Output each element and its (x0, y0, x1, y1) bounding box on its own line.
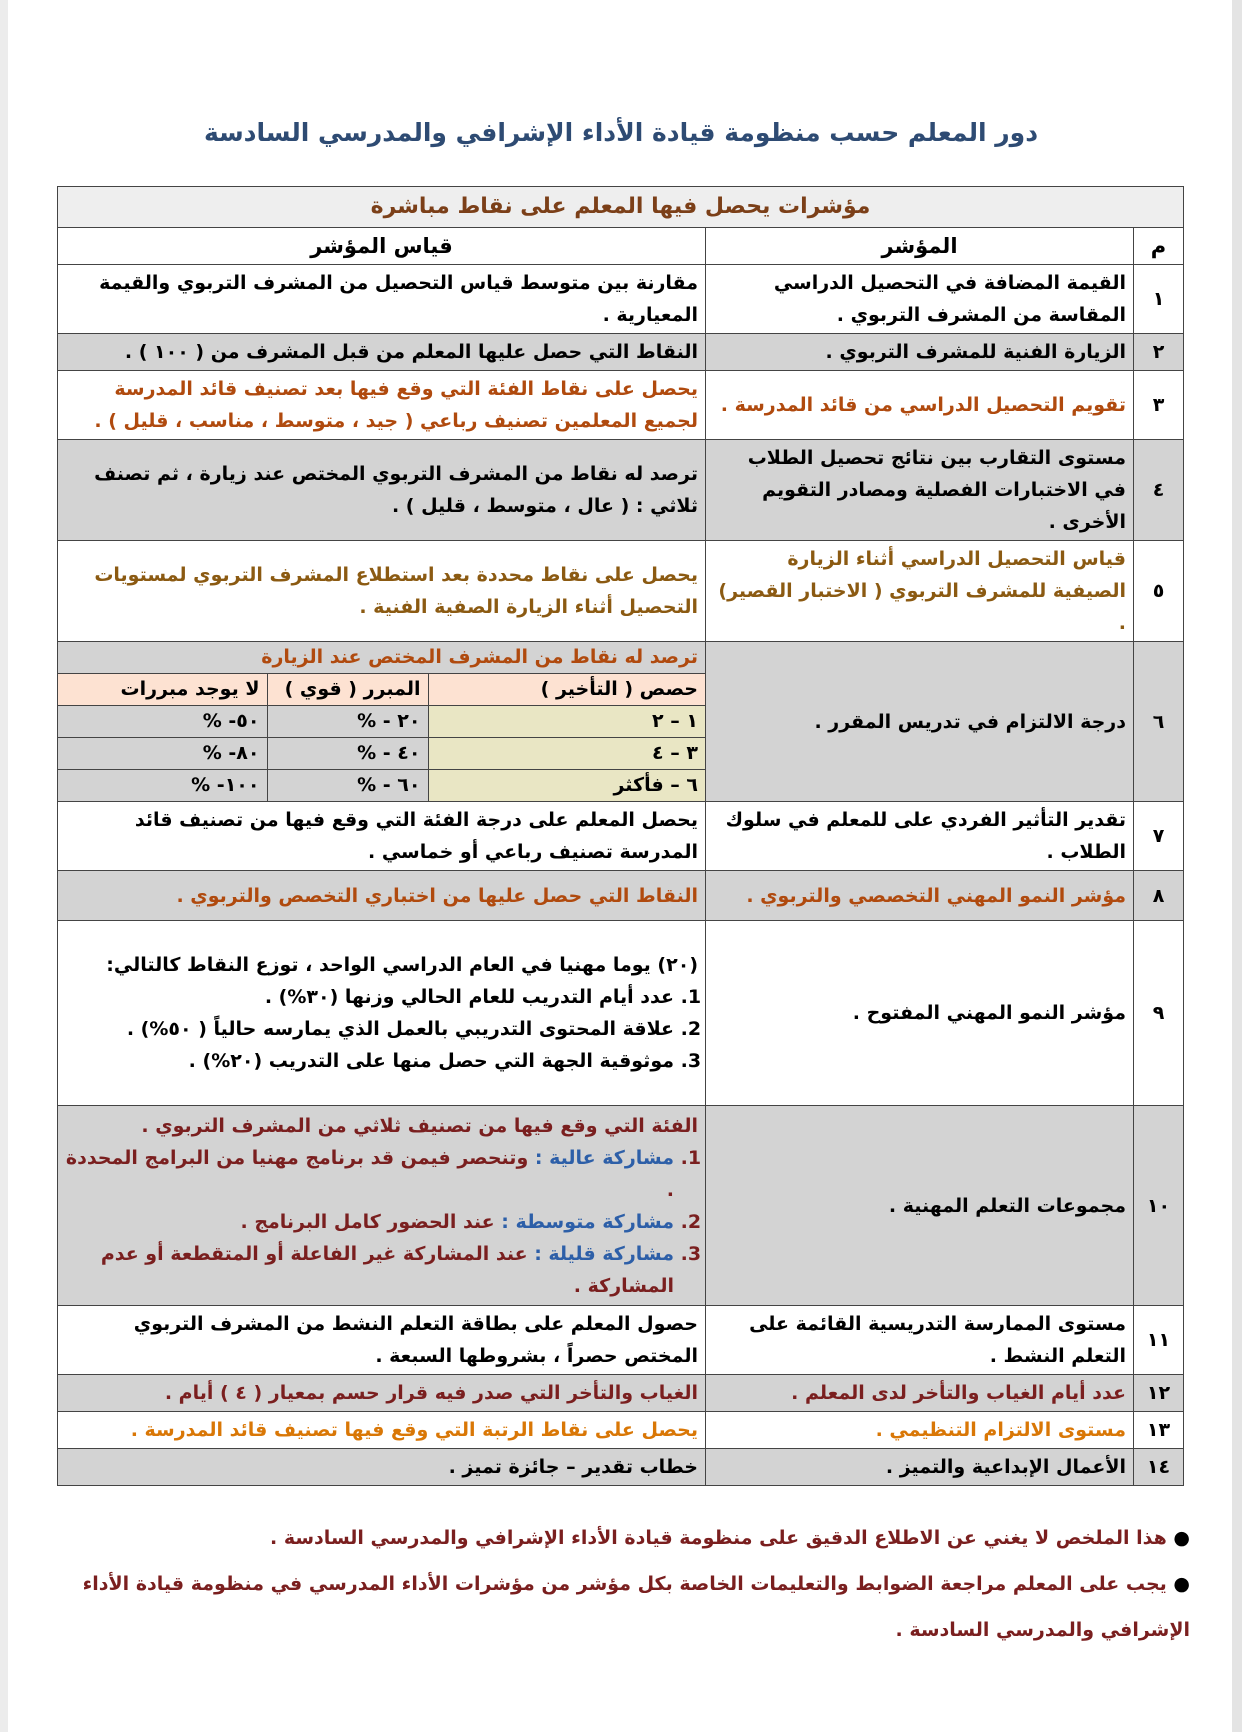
delay-cell-sessions: ٣ – ٤ (428, 738, 705, 770)
row-measure: يحصل على نقاط الرتبة التي وقع فيها تصنيف قائد المدرسة . (58, 1412, 706, 1449)
delay-cell-unjustified: ٥٠- % (57, 706, 267, 738)
page-title: دور المعلم حسب منظومة قيادة الأداء الإشرافي والمدرسي السادسة (203, 118, 1039, 147)
row-num: ٨ (1134, 871, 1184, 921)
table-row (58, 1375, 1184, 1412)
table-row (58, 642, 1184, 802)
note-text: يجب على المعلم مراجعة الضوابط والتعليمات الخاصة بكل مؤشر من مؤشرات الأداء المدرسي في منظومة قيادة الأداء الإشرافي والمدرسي السادسة . (82, 1573, 1190, 1641)
note-text: هذا الملخص لا يغني عن الاطلاع الدقيق على منظومة قيادة الأداء الإشرافي والمدرسي السادسة . (270, 1527, 1167, 1549)
row-indicator: مجموعات التعلم المهنية . (706, 1106, 1134, 1306)
table-row (58, 440, 1184, 541)
row-measure: ترصد له نقاط من المشرف التربوي المختص عند زيارة ، ثم تصنف ثلاثي : ( عال ، متوسط ، قليل ) . (58, 440, 706, 541)
row-measure: النقاط التي حصل عليها من اختباري التخصص والتربوي . (58, 871, 706, 921)
participation-label: مشاركة قليلة : (534, 1242, 674, 1265)
row-measure: حصول المعلم على بطاقة التعلم النشط من المشرف التربوي المختص حصراً ، بشروطها السبعة . (58, 1306, 706, 1375)
table-row (58, 1449, 1184, 1486)
row-measure: يحصل المعلم على درجة الفئة التي وقع فيها من تصنيف قائد المدرسة تصنيف رباعي أو خماسي . (58, 802, 706, 871)
table-row (58, 334, 1184, 371)
row-indicator: القيمة المضافة في التحصيل الدراسي المقاسة من المشرف التربوي . (706, 265, 1134, 334)
list-item (65, 1142, 674, 1206)
row-indicator: مستوى الالتزام التنظيمي . (706, 1412, 1134, 1449)
learning-groups-intro: الفئة التي وقع فيها من تصنيف ثلاثي من المشرف التربوي . (141, 1114, 698, 1137)
row-num: ٥ (1134, 541, 1184, 642)
row-measure: يحصل على نقاط الفئة التي وقع فيها بعد تصنيف قائد المدرسة لجميع المعلمين تصنيف رباعي ( جيد ، متوسط ، مناسب ، قليل ) . (58, 371, 706, 440)
bullet-icon: ● (1173, 1573, 1190, 1595)
delay-cell-sessions: ٦ – فأكثر (428, 770, 705, 802)
notes-section (60, 1515, 1190, 1653)
row-indicator: مستوى الممارسة التدريسية القائمة على التعلم النشط . (706, 1306, 1134, 1375)
participation-label: مشاركة متوسطة : (501, 1210, 674, 1233)
learning-groups-list (65, 1142, 698, 1302)
row-num: ٣ (1134, 371, 1184, 440)
row-measure: يحصل على نقاط محددة بعد استطلاع المشرف التربوي لمستويات التحصيل أثناء الزيارة الصفية الفنية . (58, 541, 706, 642)
row-indicator: عدد أيام الغياب والتأخر لدى المعلم . (706, 1375, 1134, 1412)
row-indicator: تقويم التحصيل الدراسي من قائد المدرسة . (706, 371, 1134, 440)
row-num: ٢ (1134, 334, 1184, 371)
professional-growth-intro: (٢٠) يوما مهنيا في العام الدراسي الواحد ، توزع النقاط كالتالي: (106, 954, 698, 976)
row-measure: الغياب والتأخر التي صدر فيه قرار حسم بمعيار ( ٤ ) أيام . (58, 1375, 706, 1412)
row-indicator: تقدير التأثير الفردي على للمعلم في سلوك الطلاب . (706, 802, 1134, 871)
table-row (58, 1306, 1184, 1375)
row-num: ١٠ (1134, 1106, 1184, 1306)
delay-cell-sessions: ١ – ٢ (428, 706, 705, 738)
row-num: ٦ (1134, 642, 1184, 802)
table-row (58, 541, 1184, 642)
row-num: ١٢ (1134, 1375, 1184, 1412)
delay-cell-justified: ٦٠ - % (267, 770, 428, 802)
row-indicator: الزيارة الفنية للمشرف التربوي . (706, 334, 1134, 371)
row-num: ٧ (1134, 802, 1184, 871)
table-row (58, 1412, 1184, 1449)
list-item: 2. علاقة المحتوى التدريبي بالعمل الذي يمارسه حالياً ( ٥٠%) . (65, 1013, 674, 1045)
row-num: ١٤ (1134, 1449, 1184, 1486)
delay-header-sessions: حصص ( التأخير ) (428, 674, 705, 706)
page-edge-left (0, 0, 8, 1732)
header-measure: قياس المؤشر (58, 228, 706, 265)
table-banner-row (58, 187, 1184, 228)
row-indicator: درجة الالتزام في تدريس المقرر . (706, 642, 1134, 802)
delay-cell-unjustified: ١٠٠- % (57, 770, 267, 802)
participation-label: مشاركة عالية : (534, 1146, 674, 1169)
participation-text: عند الحضور كامل البرنامج . (240, 1210, 495, 1233)
note-item (60, 1561, 1190, 1653)
table-row (58, 1106, 1184, 1306)
professional-growth-list (65, 981, 698, 1077)
row-measure: خطاب تقدير – جائزة تميز . (58, 1449, 706, 1486)
row-num: ٩ (1134, 921, 1184, 1106)
table-banner: مؤشرات يحصل فيها المعلم على نقاط مباشرة (58, 187, 1184, 228)
delay-cell-unjustified: ٨٠- % (57, 738, 267, 770)
row-measure-grid (58, 642, 706, 802)
row-indicator: الأعمال الإبداعية والتميز . (706, 1449, 1134, 1486)
list-item: 1. عدد أيام التدريب للعام الحالي وزنها (٣٠%) . (65, 981, 674, 1013)
row-measure (58, 1106, 706, 1306)
row-num: ٤ (1134, 440, 1184, 541)
row-indicator: مستوى التقارب بين نتائج تحصيل الطلاب في الاختبارات الفصلية ومصادر التقويم الأخرى . (706, 440, 1134, 541)
delay-header-unjustified: لا يوجد مبررات (57, 674, 267, 706)
delay-cell-justified: ٤٠ - % (267, 738, 428, 770)
participation-text: عند المشاركة غير الفاعلة أو المتقطعة أو عدم المشاركة . (100, 1242, 674, 1297)
row-num: ١ (1134, 265, 1184, 334)
delay-cell-justified: ٢٠ - % (267, 706, 428, 738)
delay-header-justified: المبرر ( قوي ) (267, 674, 428, 706)
list-item: 3. موثوقية الجهة التي حصل منها على التدريب (٢٠%) . (65, 1045, 674, 1077)
row-indicator: مؤشر النمو المهني التخصصي والتربوي . (706, 871, 1134, 921)
header-indicator: المؤشر (706, 228, 1134, 265)
header-num: م (1134, 228, 1184, 265)
list-item (65, 1206, 674, 1238)
table-row (58, 921, 1184, 1106)
row-measure: مقارنة بين متوسط قياس التحصيل من المشرف التربوي والقيمة المعيارية . (58, 265, 706, 334)
bullet-icon: ● (1173, 1527, 1190, 1549)
row-indicator: قياس التحصيل الدراسي أثناء الزيارة الصيفية للمشرف التربوي ( الاختبار القصير) . (706, 541, 1134, 642)
row-num: ١١ (1134, 1306, 1184, 1375)
row-indicator: مؤشر النمو المهني المفتوح . (706, 921, 1134, 1106)
table-header-row (58, 228, 1184, 265)
participation-text: وتنحصر فيمن قد برنامج مهنيا من البرامج المحددة . (65, 1146, 674, 1201)
table-row (58, 871, 1184, 921)
delay-table-caption: ترصد له نقاط من المشرف المختص عند الزيارة (57, 642, 705, 674)
indicators-table (57, 186, 1184, 1486)
page-edge-right (1232, 0, 1242, 1732)
delay-points-table (57, 642, 705, 801)
list-item (65, 1238, 674, 1302)
table-row (58, 265, 1184, 334)
table-row (58, 802, 1184, 871)
row-measure: النقاط التي حصل عليها المعلم من قبل المشرف من ( ١٠٠ ) . (58, 334, 706, 371)
note-item (60, 1515, 1190, 1561)
row-measure (58, 921, 706, 1106)
row-num: ١٣ (1134, 1412, 1184, 1449)
table-row (58, 371, 1184, 440)
